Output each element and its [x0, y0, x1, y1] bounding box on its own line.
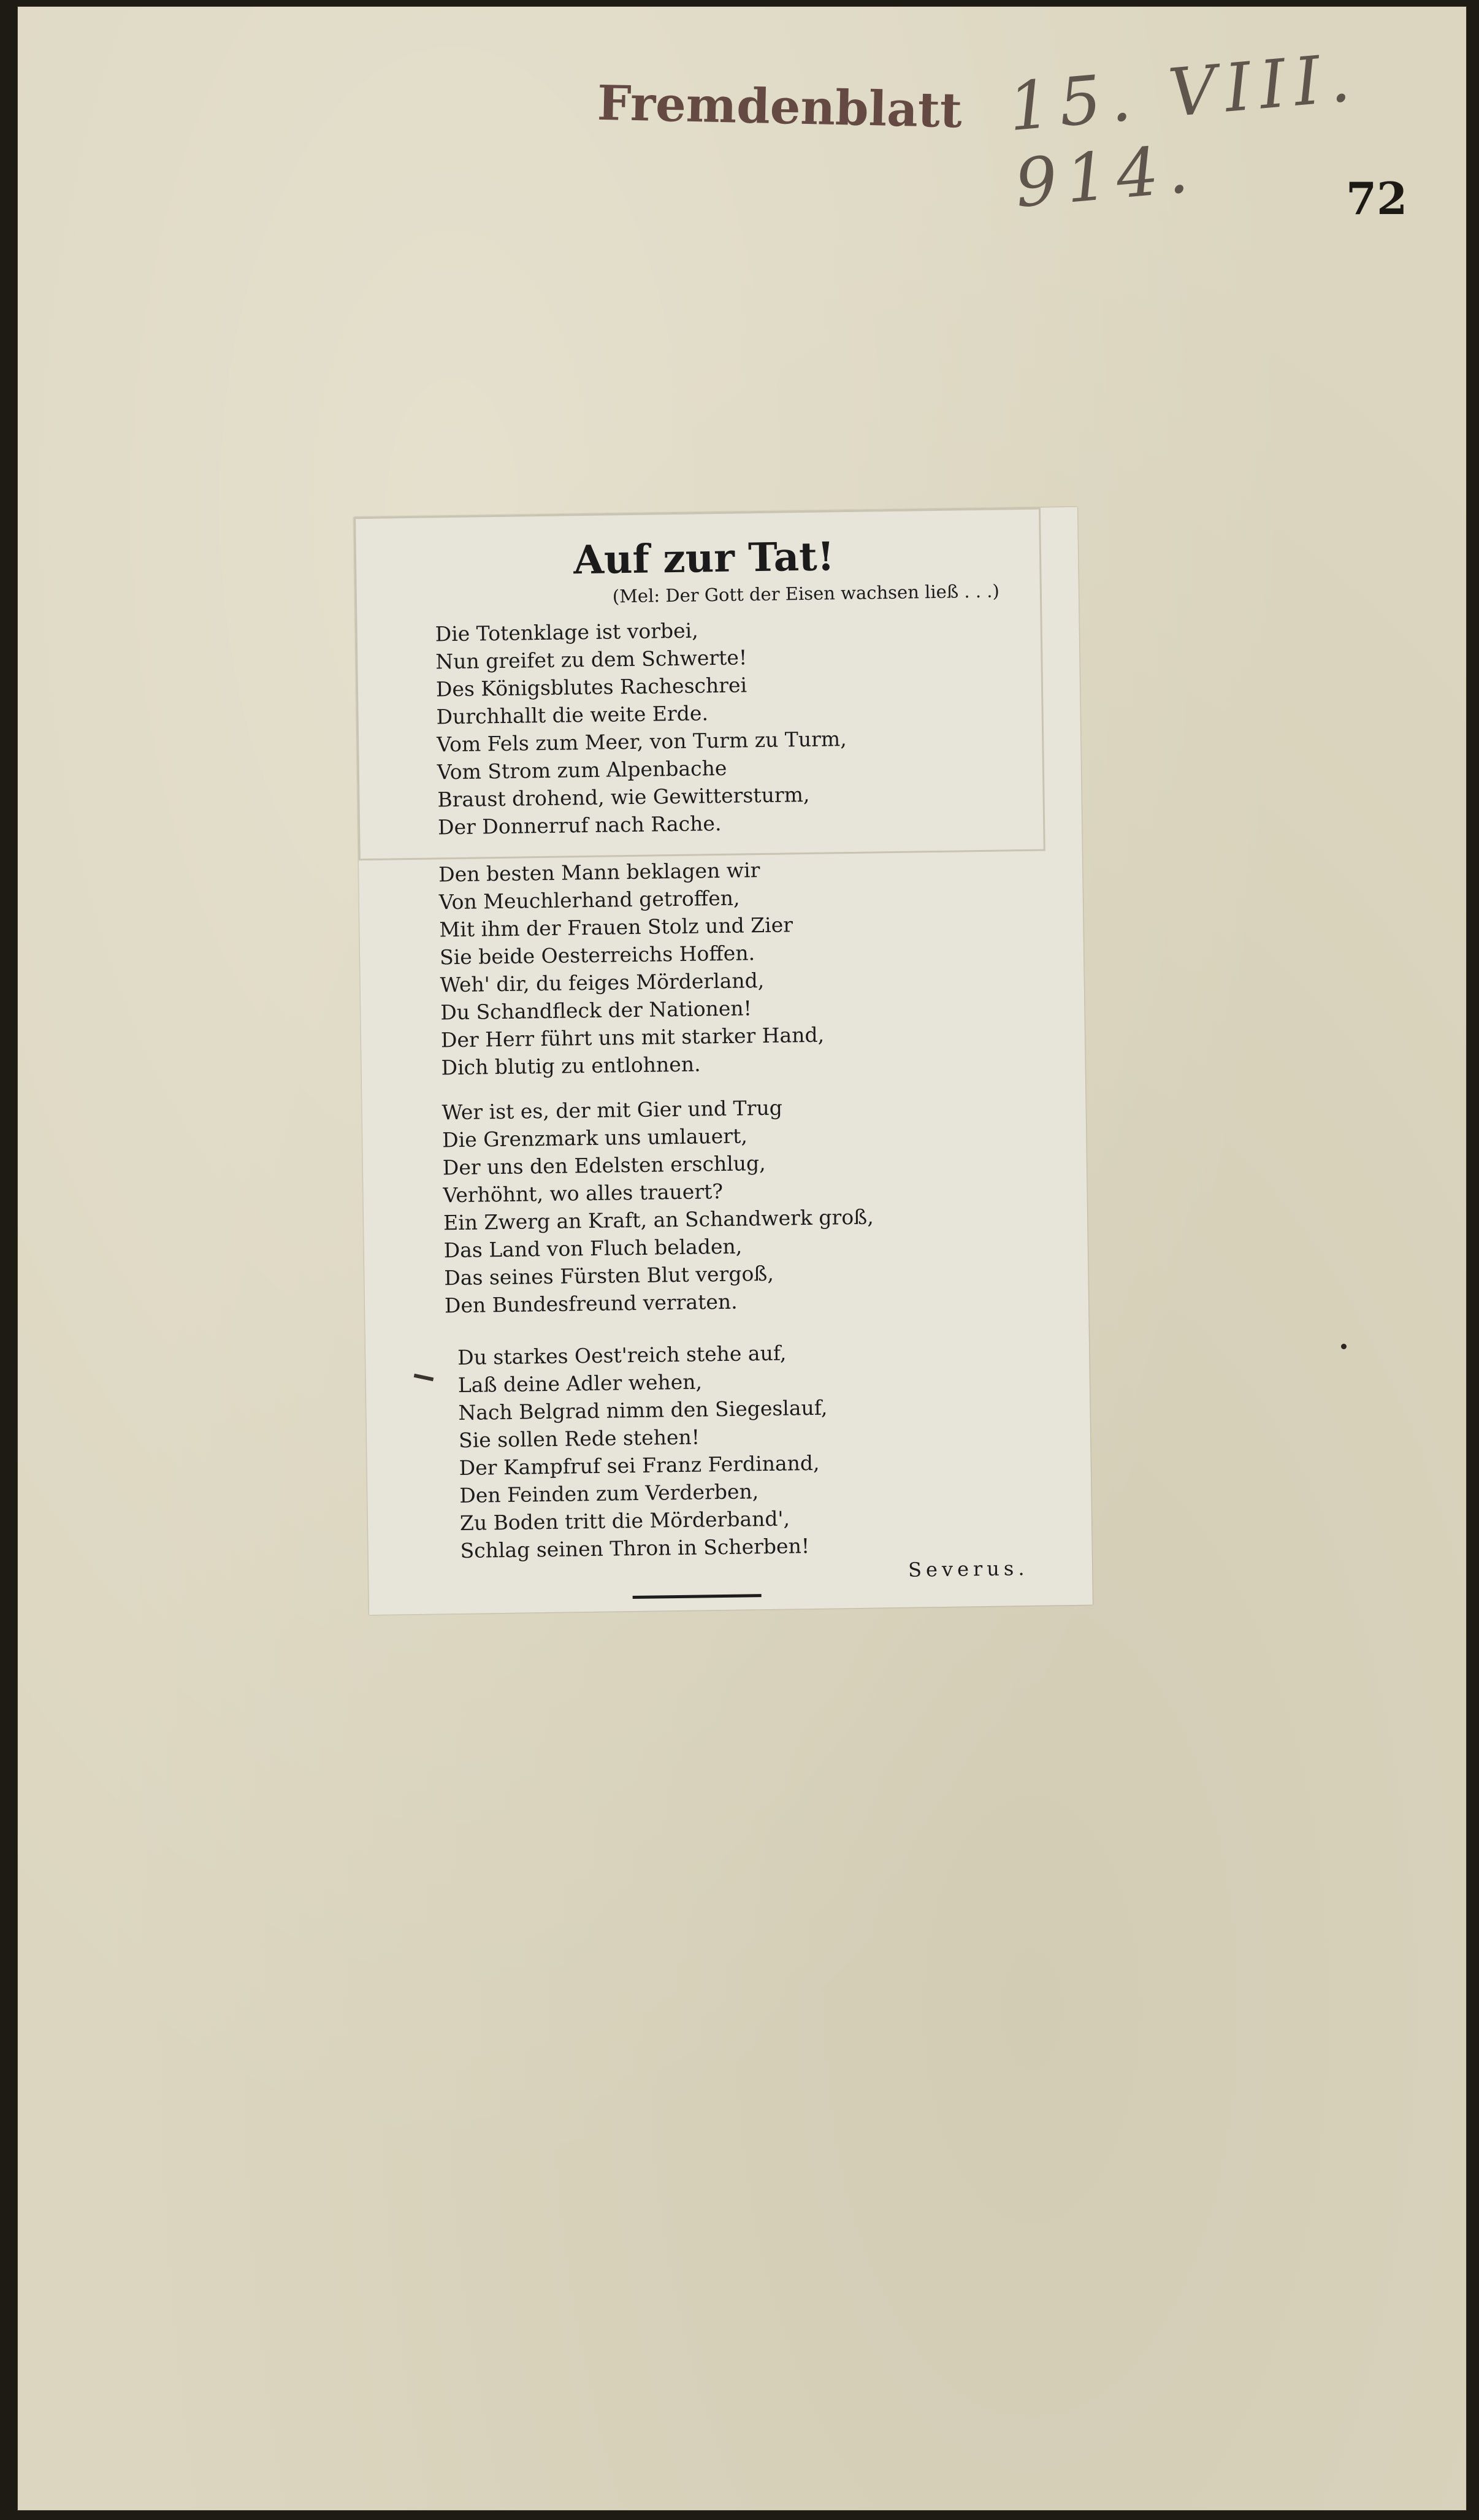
poem-line: Wer ist es, der mit Gier und Trug [441, 1095, 783, 1125]
poem-line: Das Land von Fluch beladen, [443, 1234, 743, 1263]
poem-author: Severus. [908, 1557, 1029, 1582]
poem-line: Dich blutig zu entlohnen. [441, 1052, 701, 1080]
poem-line: Verhöhnt, wo alles trauert? [443, 1179, 724, 1208]
poem-title: Auf zur Tat! [573, 534, 835, 584]
poem-line: Von Meuchlerhand getroffen, [438, 886, 740, 914]
poem-line: Laß deine Adler wehen, [457, 1369, 703, 1398]
page-number: 72 [1346, 172, 1408, 224]
poem-line: Vom Fels zum Meer, von Turm zu Turm, [436, 727, 847, 757]
poem-line: Das seines Fürsten Blut vergoß, [444, 1261, 774, 1290]
poem-line: Den Feinden zum Verderben, [459, 1479, 759, 1507]
poem-line: Sie beide Oesterreichs Hoffen. [439, 941, 755, 970]
poem-line: Durchhallt die weite Erde. [436, 701, 709, 729]
poem-line: Des Königsblutes Racheschrei [435, 673, 747, 702]
newspaper-clipping [354, 507, 1093, 1615]
poem-line: Die Totenklage ist vorbei, [435, 618, 698, 646]
stanza-3 [441, 1093, 875, 1320]
closing-rule [633, 1594, 762, 1599]
poem-line: Schlag seinen Thron in Scherben! [460, 1534, 810, 1563]
stanza-4 [457, 1339, 830, 1564]
poem-line: Nach Belgrad nimm den Siegeslauf, [458, 1395, 828, 1425]
poem-line: Der Kampfruf sei Franz Ferdinand, [459, 1450, 820, 1480]
poem-line: Du Schandfleck der Nationen! [440, 996, 752, 1025]
poem-line: Vom Strom zum Alpenbache [437, 756, 727, 784]
poem-line: Die Grenzmark uns umlauert, [441, 1124, 748, 1152]
poem-line: Sie sollen Rede stehen! [458, 1425, 700, 1452]
poem-line: Mit ihm der Frauen Stolz und Zier [439, 913, 793, 942]
handwritten-date: 15. VIII. 914. [1005, 39, 1362, 223]
newspaper-stamp: Fremdenblatt [597, 75, 963, 139]
poem-subtitle: (Mel: Der Gott der Eisen wachsen ließ . . .) [612, 580, 1000, 607]
poem-line: Weh' dir, du feiges Mörderland, [440, 968, 765, 997]
poem-line: Der Herr führt uns mit starker Hand, [440, 1022, 825, 1052]
poem-line: Du starkes Oest'reich stehe auf, [457, 1341, 787, 1370]
ink-dot [1341, 1344, 1347, 1349]
poem-line: Der Donnerruf nach Rache. [437, 811, 722, 840]
poem-line: Ein Zwerg an Kraft, an Schandwerk groß, [443, 1204, 874, 1235]
archive-sheet [17, 6, 1467, 2511]
poem-line: Den Bundesfreund verraten. [444, 1289, 738, 1318]
poem-line: Den besten Mann beklagen wir [438, 858, 760, 887]
poem-line: Der uns den Edelsten erschlug, [442, 1151, 766, 1180]
poem-line: Braust drohend, wie Gewittersturm, [437, 782, 810, 812]
stanza-1 [435, 615, 847, 841]
poem-line: Zu Boden tritt die Mörderband', [459, 1506, 790, 1535]
stanza-2 [438, 856, 825, 1082]
poem-line: Nun greifet zu dem Schwerte! [435, 645, 747, 674]
